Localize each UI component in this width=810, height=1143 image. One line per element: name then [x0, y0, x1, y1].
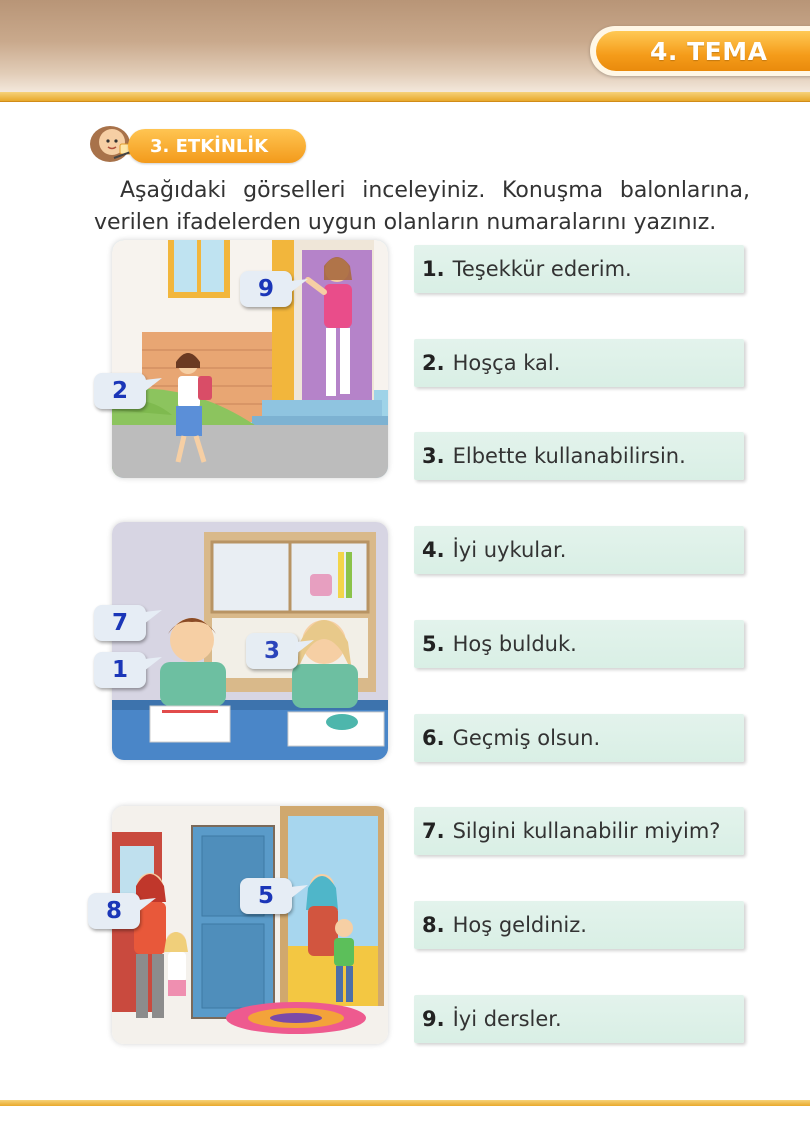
speech-bubble-boy-top[interactable]: 7	[94, 605, 146, 641]
speech-bubble-tail	[138, 898, 156, 914]
phrase-text: Geçmiş olsun.	[452, 726, 601, 750]
speech-bubble-mother[interactable]: 9	[240, 271, 292, 307]
footer-divider	[0, 1100, 810, 1106]
speech-bubble-tail	[290, 279, 308, 295]
phrase-text: İyi dersler.	[452, 1007, 562, 1031]
phrase-text: Teşekkür ederim.	[452, 257, 632, 281]
phrase-option-2	[414, 339, 744, 387]
speech-bubble-girl[interactable]: 2	[94, 373, 146, 409]
phrase-number: 2.	[422, 351, 445, 375]
phrase-option-5	[414, 620, 744, 668]
speech-bubble-tail	[144, 610, 162, 626]
phrase-option-4	[414, 526, 744, 574]
phrase-text: Hoş bulduk.	[452, 632, 577, 656]
phrase-option-8	[414, 901, 744, 949]
phrase-text: Elbette kullanabilirsin.	[452, 444, 686, 468]
phrase-number: 1.	[422, 257, 445, 281]
phrase-text: Hoşça kal.	[452, 351, 561, 375]
front-door-illustration	[112, 806, 388, 1044]
theme-label: 4. TEMA	[596, 31, 810, 71]
instruction-text: Aşağıdaki görselleri inceleyiniz. Konuşma balonlarına, verilen ifadelerden uygun olanların numaralarını yazınız.	[94, 178, 750, 235]
phrase-number: 3.	[422, 444, 445, 468]
phrase-option-9	[414, 995, 744, 1043]
speech-bubble-guest[interactable]: 5	[240, 878, 292, 914]
phrase-number: 8.	[422, 913, 445, 937]
phrase-number: 6.	[422, 726, 445, 750]
phrase-option-6	[414, 714, 744, 762]
phrase-text: Hoş geldiniz.	[452, 913, 587, 937]
phrase-text: İyi uykular.	[452, 538, 567, 562]
speech-bubble-host[interactable]: 8	[88, 893, 140, 929]
speech-bubble-boy-bottom[interactable]: 1	[94, 652, 146, 688]
header-divider	[0, 92, 810, 102]
phrase-number: 7.	[422, 819, 445, 843]
phrase-number: 5.	[422, 632, 445, 656]
phrase-option-1	[414, 245, 744, 293]
theme-badge	[590, 26, 810, 76]
speech-bubble-tail	[296, 640, 314, 656]
speech-bubble-tail	[290, 885, 308, 901]
speech-bubble-girl-desk[interactable]: 3	[246, 633, 298, 669]
phrase-number: 4.	[422, 538, 445, 562]
activity-label: 3. ETKİNLİK	[128, 129, 306, 163]
phrase-number: 9.	[422, 1007, 445, 1031]
speech-bubble-tail	[144, 657, 162, 673]
phrase-option-7	[414, 807, 744, 855]
phrase-text: Silgini kullanabilir miyim?	[452, 819, 721, 843]
speech-bubble-tail	[144, 378, 162, 394]
scene-front-door	[112, 806, 388, 1044]
phrase-option-3	[414, 432, 744, 480]
